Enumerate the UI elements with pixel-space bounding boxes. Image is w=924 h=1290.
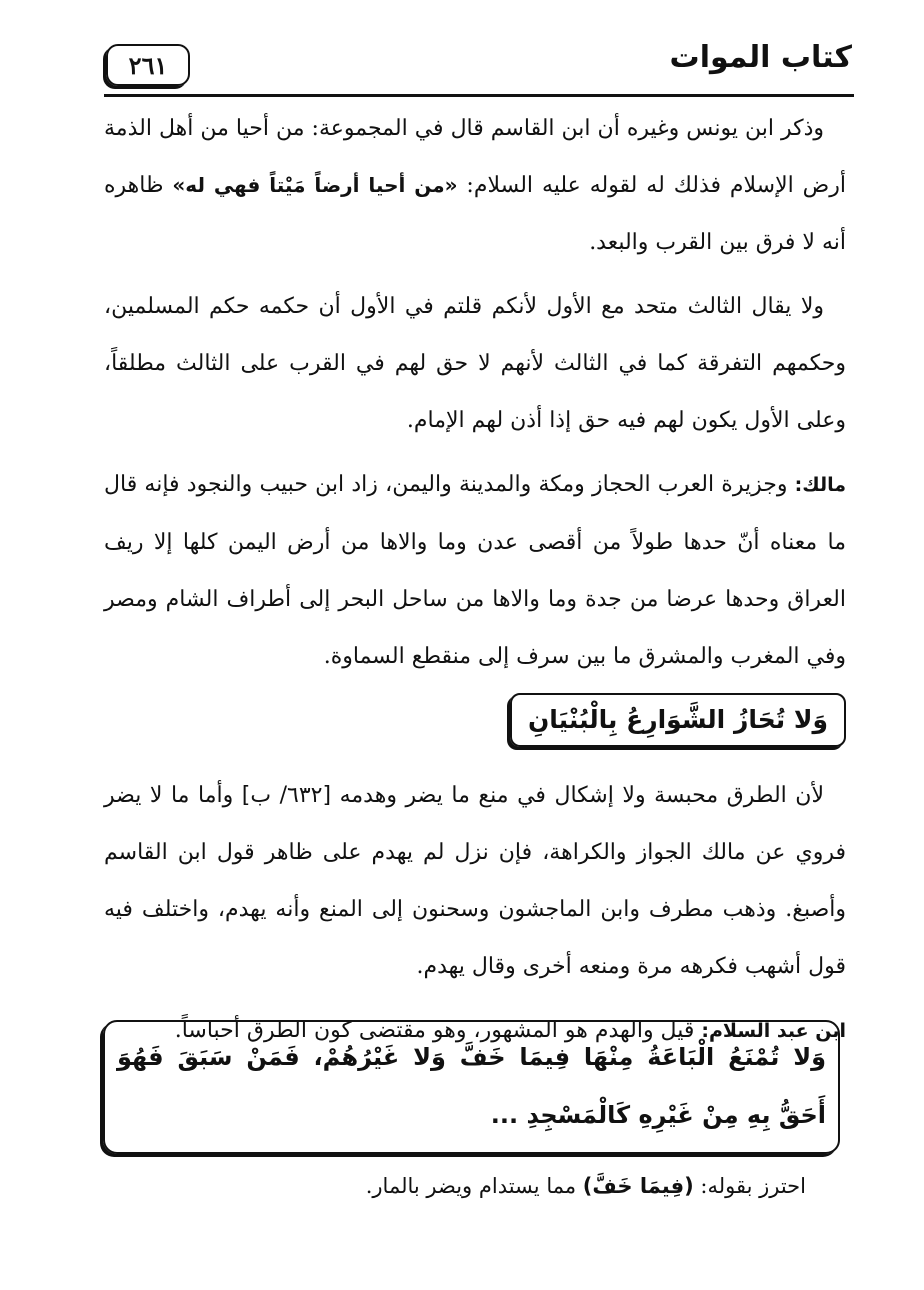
quoted-phrase: (فِيمَا خَفَّ)	[582, 1174, 694, 1198]
matn-box: وَلا تُمْنَعُ الْبَاعَةُ مِنْهَا فِيمَا خَفَّ وَلا غَيْرُهُمْ، فَمَنْ سَبَقَ فَهُوَ أَحَقُّ بِهِ مِنْ غَيْرِهِ كَالْمَسْجِدِ ...	[103, 1020, 840, 1154]
paragraph-3-text: وجزيرة العرب الحجاز ومكة والمدينة واليمن، زاد ابن حبيب والنجود فإنه قال ما معناه أنّ حدها طولاً من أقصى عدن وما والاها من أرض اليمن كلها إلا ريف العراق وحدها عرضا من جدة وما والاها من ساحل البحر إلى أطراف الشام ومصر وفي المغرب والمشرق ما بين سرف إلى منقطع السماوة.	[104, 472, 847, 669]
page-body	[104, 100, 846, 1067]
section-heading: وَلا تُحَازُ الشَّوَارِعُ بِالْبُنْيَانِ	[510, 693, 846, 747]
header-divider	[104, 94, 854, 97]
paragraph-1-text-b: ظاهره أنه لا فرق بين القرب والبعد.	[104, 173, 846, 255]
speaker-ibn-abd-alsalam: ابن عبد السلام:	[701, 1020, 846, 1042]
paragraph-1-text-a: وذكر ابن يونس وغيره أن ابن القاسم قال في المجموعة: من أحيا من أهل الذمة أرض الإسلام فذلك له لقوله عليه السلام:	[104, 116, 846, 198]
speaker-malik: مالك:	[794, 474, 846, 496]
paragraph-5-text: قيل والهدم هو المشهور، وهو مقتضى كون الطرق أحباساً.	[174, 1018, 702, 1043]
section-heading-wrap	[104, 693, 846, 755]
paragraph-4	[104, 767, 846, 995]
paragraph-6	[366, 1174, 806, 1198]
paragraph-4-text-a: لأن الطرق محبسة ولا إشكال في منع ما يضر وهدمه	[331, 783, 824, 808]
paragraph-1	[104, 100, 846, 271]
page-number: ٢٦١	[106, 44, 190, 86]
paragraph-4-text-b: وأما ما لا يضر فروي عن مالك الجواز والكراهة، فإن نزل لم يهدم على ظاهر قول ابن القاسم وأصبغ. وذهب مطرف وابن الماجشون وسحنون إلى المنع وأنه يهدم، واختلف فيه قول أشهب فكرهه مرة ومنعه أخرى وقال يهدم.	[104, 783, 846, 979]
paragraph-2: ولا يقال الثالث متحد مع الأول لأنكم قلتم في الأول أن حكمه حكم المسلمين، وحكمهم التفرقة كما في الثالث لأنهم لا حق لهم في القرب على الثالث مطلقاً، وعلى الأول يكون لهم فيه حق إذا أذن لهم الإمام.	[104, 294, 846, 433]
chapter-title: كتاب الموات	[669, 40, 852, 75]
paragraph-3	[104, 456, 846, 685]
paragraph-6-text-a: احترز بقوله:	[693, 1174, 806, 1198]
manuscript-reference: [٦٣٢/ ب]	[241, 783, 332, 808]
hadith-quote: «من أحيا أرضاً مَيْتاً فهي له»	[172, 173, 458, 197]
paragraph-6-text-b: مما يستدام ويضر بالمار.	[365, 1174, 583, 1198]
